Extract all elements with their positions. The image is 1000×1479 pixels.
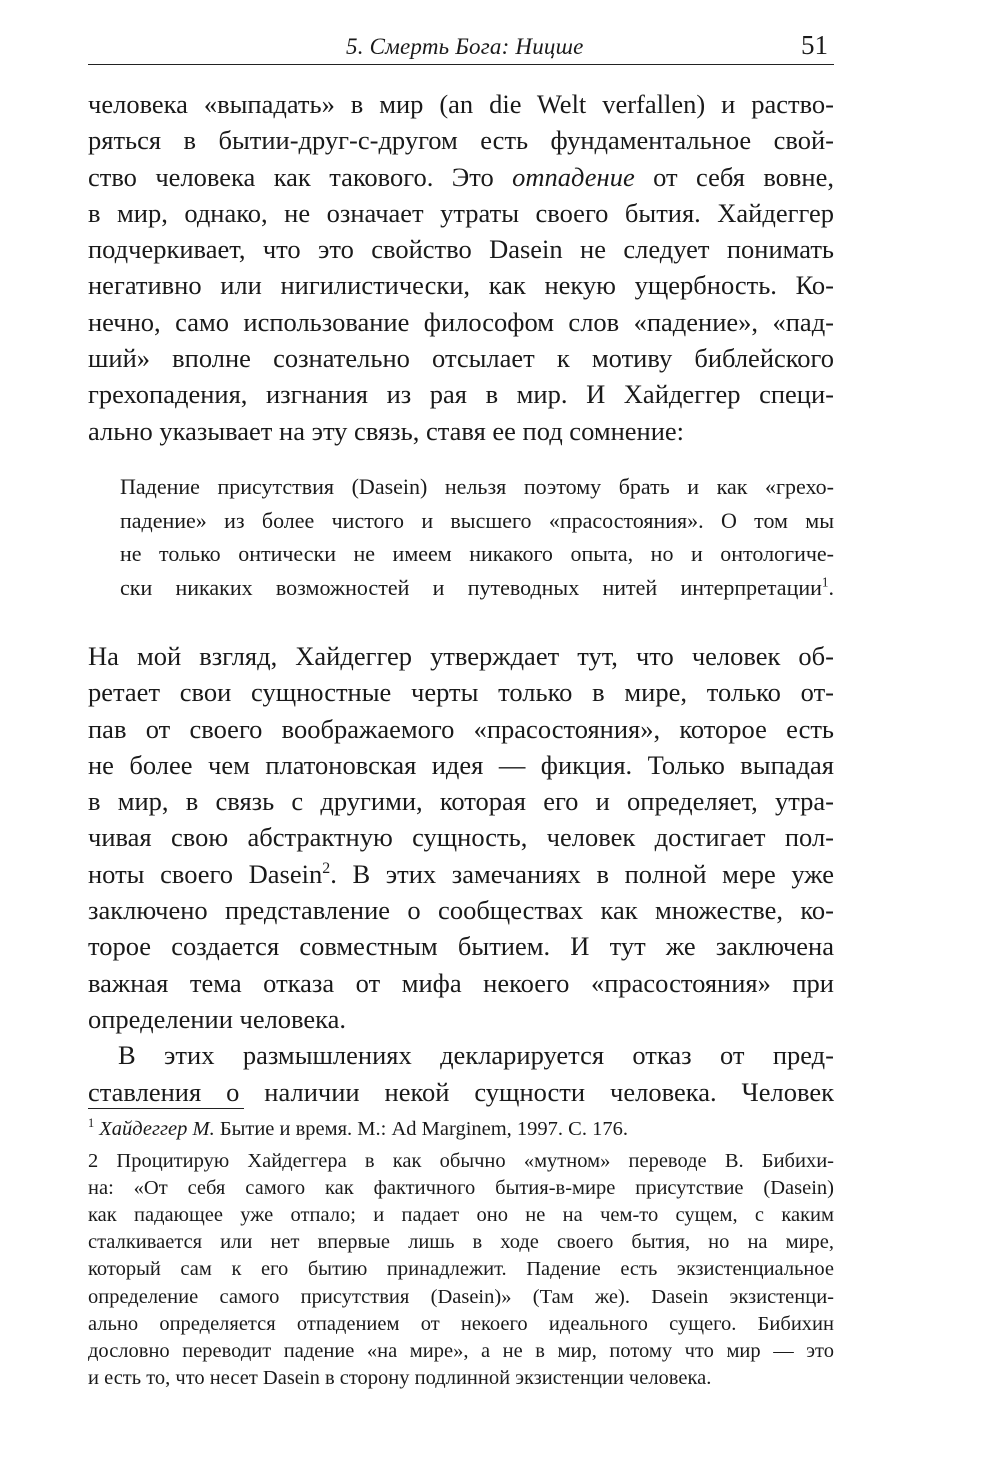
text-line: [88, 159, 834, 195]
text-line: важная тема отказа от мифа некоего «прасостояния» при: [88, 967, 834, 998]
footnotes: [88, 1116, 834, 1392]
footnote-author: Хайдеггер М.: [99, 1118, 215, 1140]
footnote-divider: [88, 1108, 244, 1109]
quote-line: Падение присутствия (Dasein) нельзя поэтому брать и как «грехо-: [120, 474, 834, 499]
footnote-2-line: который сам к его бытию принадлежит. Падение есть экзистенциальное: [88, 1258, 834, 1281]
text-line: нечно, само использование философом слов «падение», «пад-: [88, 306, 834, 337]
quote-line: не только онтически не имеем никакого опыта, но и онтологиче-: [120, 541, 834, 566]
quote-line: [120, 571, 834, 605]
text-span: ски никаких возможностей и путеводных нитей интерпретации: [120, 574, 822, 600]
text-line: заключено представление о сообществах как множестве, ко-: [88, 895, 834, 926]
footnote-2-line: сталкивается или нет впервые лишь в ходе своего бытия, но на мире,: [88, 1231, 834, 1254]
text-line: подчеркивает, что это свойство Dasein не следует понимать: [88, 234, 834, 265]
text-line: негативно или нигилистически, как некую ущербность. Ко-: [88, 270, 834, 301]
text-line: На мой взгляд, Хайдеггер утверждает тут, что человек об-: [88, 641, 834, 671]
paragraph-1: [88, 86, 834, 449]
quote-line: падение» из более чистого и высшего «прасостояния». О том мы: [120, 507, 834, 533]
page-header: [88, 24, 834, 65]
text-line: чивая свою абстрактную сущность, человек достигает пол-: [88, 822, 834, 853]
paragraph-2: [88, 638, 834, 1110]
text-span: . В этих замечаниях в полной мере уже: [330, 858, 834, 889]
text-line: ретает свои сущностные черты только в мире, только от-: [88, 677, 834, 708]
text-line: грехопадения, изгнания из рая в мир. И Хайдеггер специ-: [88, 379, 834, 410]
footnote-ref-2[interactable]: 2: [322, 859, 331, 877]
footnote-2-line: определение самого присутствия (Dasein)» (Там же). Dasein экзистенци-: [88, 1285, 834, 1308]
footnote-mark: 1: [88, 1116, 95, 1131]
page-number: 51: [801, 30, 828, 60]
text-line: [88, 856, 834, 892]
text-line: ряться в бытии-друг-с-другом есть фундаментальное свой-: [88, 125, 834, 156]
footnote-2-line: на: «От себя самого как фактичного бытия-в-мире присутствие (Dasein): [88, 1177, 834, 1200]
text-line: человека «выпадать» в мир (an die Welt verfallen) и раство-: [88, 89, 834, 119]
text-line: определении человека.: [88, 1003, 347, 1034]
text-line: не более чем платоновская идея — фикция. Только выпадая: [88, 749, 834, 780]
text-line: ставления о наличии некой сущности человека. Человек: [88, 1076, 834, 1107]
text-span: .: [828, 574, 834, 600]
running-head: 5. Смерть Бога: Ницше: [346, 34, 584, 59]
text-line: в мир, однако, не означает утраты своего бытия. Хайдеггер: [88, 197, 834, 228]
footnote-2-line: как падающее уже отпало; и падает оно не на чем-то сущем, с каким: [88, 1204, 834, 1227]
footnote-2-line: дословно переводит падение «на мире», а не в мир, потому что мир — это: [88, 1339, 834, 1362]
text-line: В этих размышлениях декларируется отказ от пред-: [118, 1040, 834, 1071]
text-line: ально указывает на эту связь, ставя ее под сомнение:: [88, 415, 685, 446]
text-line: в мир, в связь с другими, которая его и определяет, утра-: [88, 786, 834, 817]
footnote-text: Бытие и время. М.: Ad Marginem, 1997. С. 176.: [214, 1118, 628, 1140]
footnote-2-line: 2 Процитирую Хайдеггера в как обычно «мутном» переводе В. Бибихи-: [88, 1150, 834, 1173]
footnote-1: [88, 1116, 834, 1143]
footnote-ref-1[interactable]: 1: [821, 574, 829, 590]
block-quote: [120, 470, 834, 604]
footnote-2-line: и есть то, что несет Dasein в сторону подлинной экзистенции человека.: [88, 1366, 712, 1389]
text-line: ший» вполне сознательно отсылает к мотиву библейского: [88, 343, 834, 374]
text-line: торое создается совместным бытием. И тут же заключена: [88, 931, 834, 962]
emphasis: отпадение: [512, 161, 635, 192]
text-line: пав от своего воображаемого «прасостояния», которое есть: [88, 713, 834, 744]
text-span: от себя вовне,: [634, 161, 834, 192]
text-span: ноты своего Dasein: [88, 858, 323, 889]
text-span: ство человека как такового. Это: [88, 161, 513, 192]
footnote-2-line: ально определяется отпадением от некоего идеального сущего. Бибихин: [88, 1312, 834, 1335]
